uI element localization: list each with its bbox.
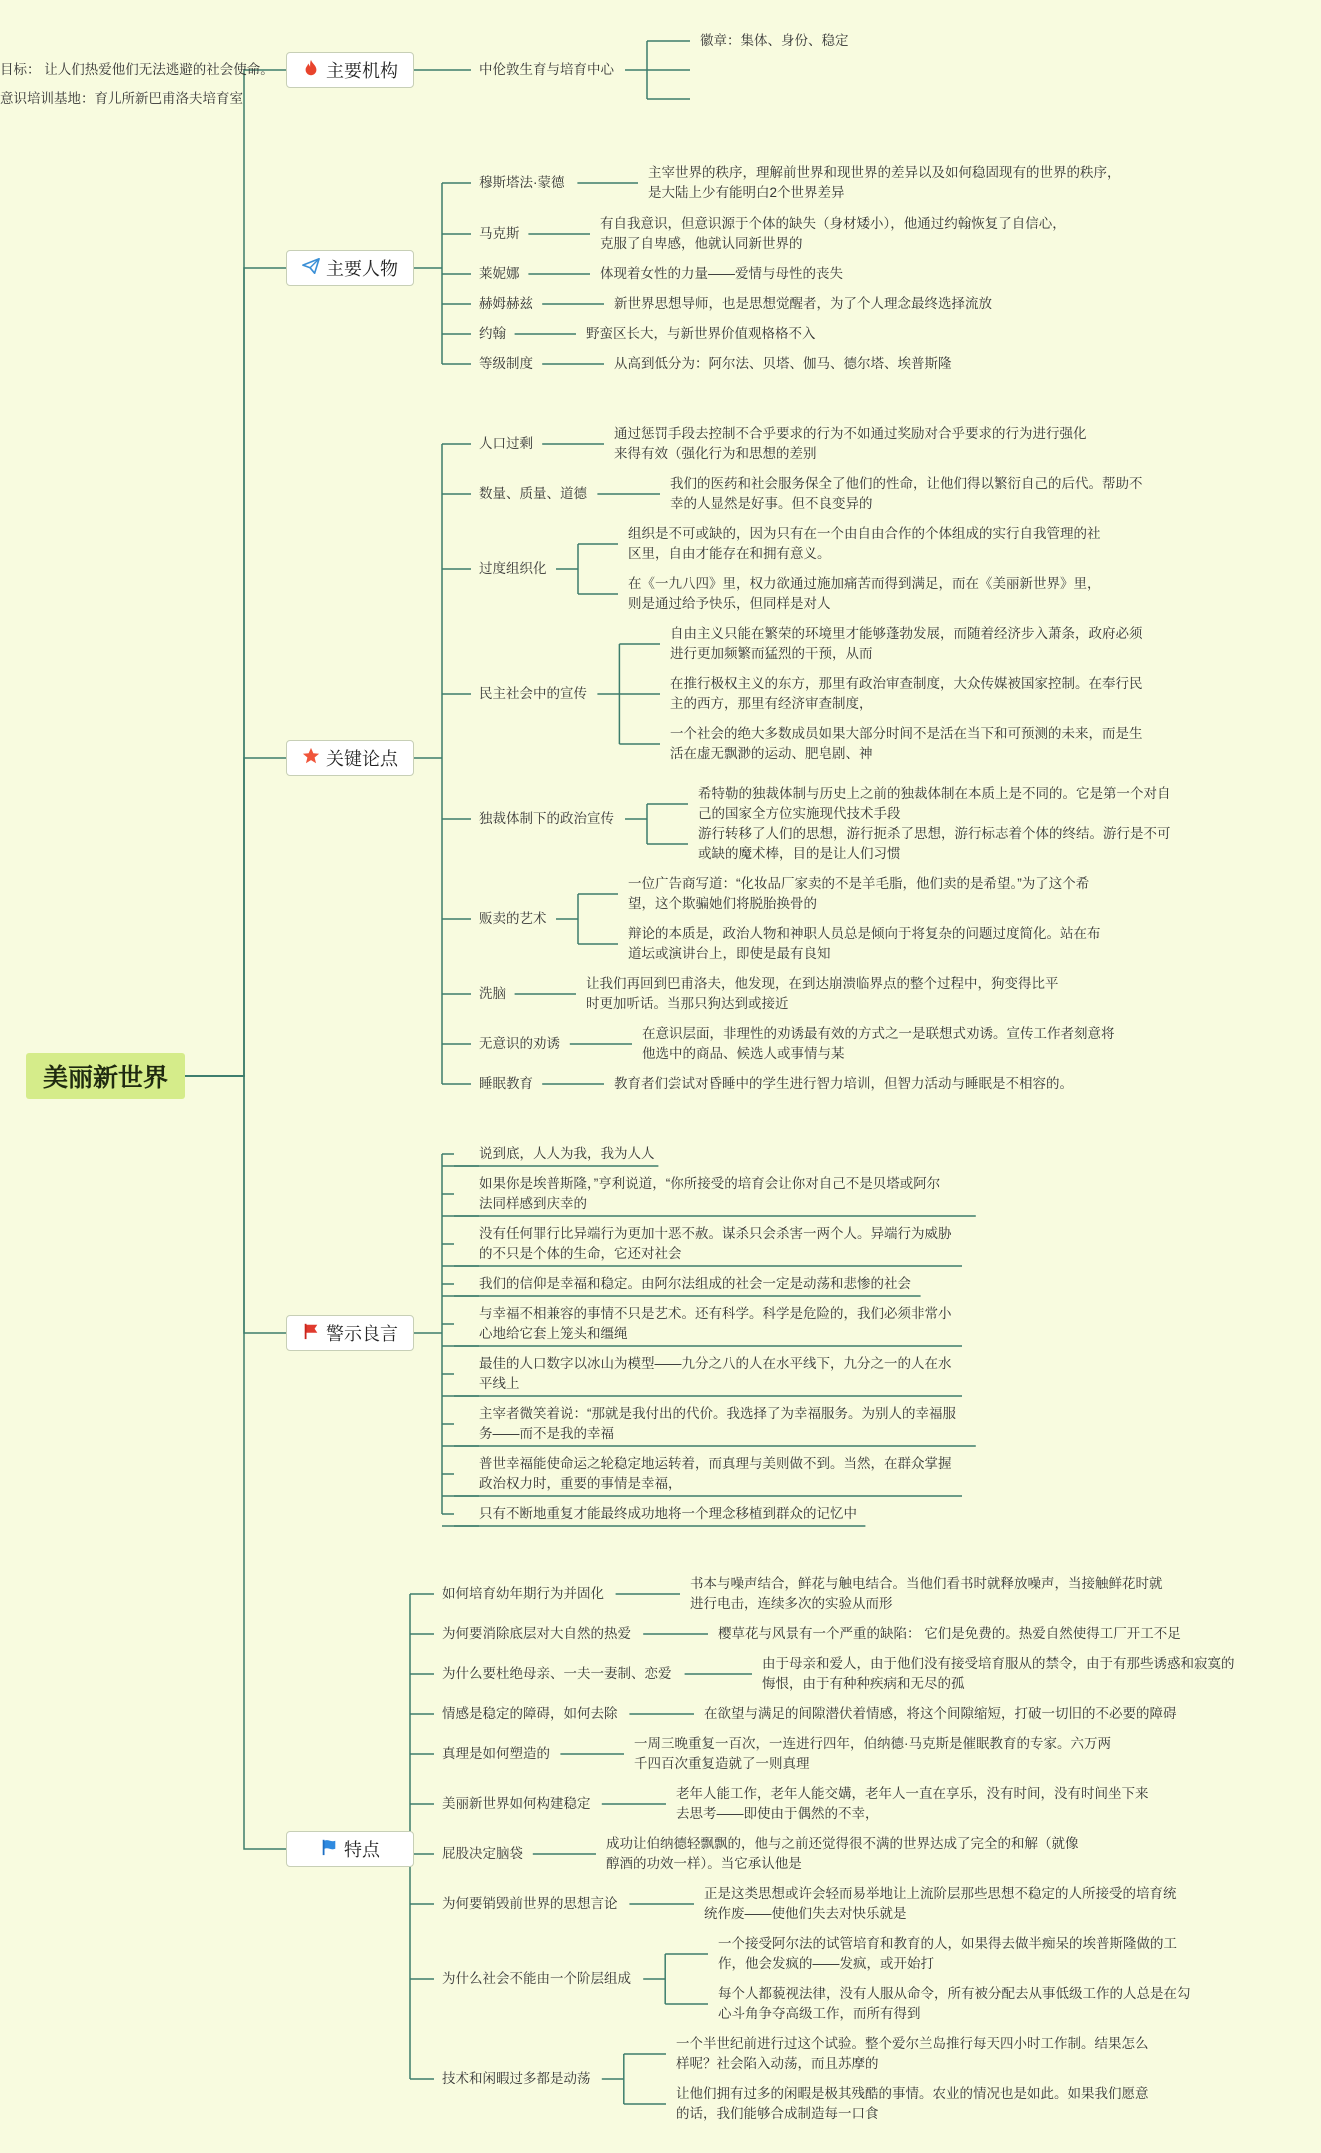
detail-text: [600, 214, 1066, 254]
item-label: [479, 484, 587, 504]
item-label: [479, 984, 506, 1004]
detail-text: [704, 1704, 1177, 1724]
branch-3[interactable]: [286, 740, 414, 776]
fire-icon: [302, 58, 326, 83]
detail-text-line: 体现着女性的力量——爱情与母性的丧失: [600, 266, 843, 281]
detail-text-line: 主的西方，那里有经济审查制度，: [670, 696, 873, 711]
item-label: [479, 354, 533, 374]
detail-text-line: 书本与噪声结合，鲜花与触电结合。当他们看书时就释放噪声，当接触鲜花时就: [690, 1576, 1163, 1591]
flag-icon: [320, 1837, 344, 1862]
detail-text-line: 样呢？社会陷入动荡，而且苏摩的: [676, 2056, 879, 2071]
detail-text-line: 自由主义只能在繁荣的环境里才能够蓬勃发展，而随着经济步入萧条，政府必须: [670, 626, 1143, 641]
item-label-line: 等级制度: [479, 356, 533, 371]
detail-text-line: 幸的人显然是好事。但不良变异的: [670, 496, 873, 511]
detail-text: [718, 1624, 1181, 1644]
item-label-line: 与幸福不相兼容的事情不只是艺术。还有科学。科学是危险的，我们必须非常小: [479, 1306, 952, 1321]
item-label: [442, 1969, 631, 1989]
item-label: [479, 684, 587, 704]
detail-text: [614, 1074, 1073, 1094]
item-label-line: 为什么要杜绝母亲、一夫一妻制、恋爱: [442, 1666, 672, 1681]
root-topic[interactable]: 美丽新世界: [26, 1053, 185, 1099]
item-label-line: 过度组织化: [479, 561, 547, 576]
item-label-line: 如果你是埃普斯隆，”亨利说道，“你所接受的培育会让你对自己不是贝塔或阿尔: [479, 1176, 941, 1191]
detail-text: [634, 1734, 1111, 1774]
star-icon: [302, 746, 326, 771]
detail-text-line: 千四百次重复造就了一则真理: [634, 1756, 810, 1771]
detail-text-line: 醇酒的功效一样）。当它承认他是: [606, 1856, 802, 1871]
detail-text-line: 让他们拥有过多的闲暇是极其残酷的事情。农业的情况也是如此。如果我们愿意: [676, 2086, 1149, 2101]
item-label-line: 贩卖的艺术: [479, 911, 547, 926]
item-label: [479, 559, 547, 579]
item-label-line: 最佳的人口数字以冰山为模型——九分之八的人在水平线下，九分之一的人在水: [479, 1356, 952, 1371]
detail-text-line: 一个半世纪前进行过这个试验。整个爱尔兰岛推行每天四小时工作制。结果怎么: [676, 2036, 1149, 2051]
branch-label: 主要机构: [326, 61, 398, 81]
detail-text: [718, 1984, 1191, 2024]
detail-text-line: 在推行极权主义的东方，那里有政治审查制度，大众传媒被国家控制。在奉行民: [670, 676, 1143, 691]
detail-text: [670, 474, 1143, 514]
detail-text-line: 樱草花与风景有一个严重的缺陷： 它们是免费的。热爱自然使得工厂开工不足: [718, 1626, 1181, 1641]
item-label-line: 美丽新世界如何构建稳定: [442, 1796, 591, 1811]
detail-text: [676, 1784, 1149, 1824]
detail-text-line: 道坛或演讲台上，即使是最有良知: [628, 946, 831, 961]
detail-text: [614, 294, 992, 314]
item-label: [479, 1304, 952, 1344]
item-label-line: 约翰: [479, 326, 506, 341]
branch-label: 关键论点: [326, 749, 398, 769]
detail-text-line: 老年人能工作，老年人能交媾，老年人一直在享乐，没有时间，没有时间坐下来: [676, 1786, 1149, 1801]
branch-5[interactable]: [286, 1831, 414, 1867]
detail-text: [0, 60, 274, 80]
root-connector: [185, 70, 286, 1076]
item-label-line: 平线上: [479, 1376, 520, 1391]
detail-text: [628, 874, 1089, 914]
item-label: [479, 1504, 857, 1524]
detail-text-line: 己的国家全方位实施现代技术手段: [698, 806, 901, 821]
detail-text-line: 一周三晚重复一百次，一连进行四年，伯纳德·马克斯是催眠教育的专家。六万两: [634, 1736, 1111, 1751]
item-label-line: 我们的信仰是幸福和稳定。由阿尔法组成的社会一定是动荡和悲惨的社会: [479, 1276, 911, 1291]
detail-text-line: 我们的医药和社会服务保全了他们的性命，让他们得以繁衍自己的后代。帮助不: [670, 476, 1143, 491]
item-label-line: 只有不断地重复才能最终成功地将一个理念移植到群众的记忆中: [479, 1506, 857, 1521]
detail-text-line: 心斗角争夺高级工作，而所有得到: [718, 2006, 921, 2021]
item-label: [479, 60, 614, 80]
detail-text-line: 一个接受阿尔法的试管培育和教育的人，如果得去做半痴呆的埃普斯隆做的工: [718, 1936, 1177, 1951]
item-label: [479, 264, 520, 284]
detail-text: [586, 324, 816, 344]
detail-text: [670, 624, 1143, 664]
item-label: [479, 809, 614, 829]
detail-text-line: 进行更加频繁而猛烈的干预，从而: [670, 646, 873, 661]
item-label-line: 穆斯塔法·蒙德: [479, 175, 565, 190]
item-label: [442, 1664, 672, 1684]
detail-text-line: 辩论的本质是，政治人物和神职人员总是倾向于将复杂的问题过度简化。站在布: [628, 926, 1101, 941]
detail-text-line: 意识培训基地：育儿所新巴甫洛夫培育室: [0, 91, 243, 106]
detail-text: [698, 784, 1171, 824]
detail-text-line: 时更加听话。当那只狗达到或接近: [586, 996, 789, 1011]
root-connector: [185, 268, 286, 1076]
detail-text-line: 教育者们尝试对昏睡中的学生进行智力培训，但智力活动与睡眠是不相容的。: [614, 1076, 1073, 1091]
item-label: [442, 1584, 604, 1604]
detail-text: [700, 31, 849, 51]
item-label: [479, 173, 565, 193]
root-connector: [185, 758, 286, 1076]
detail-text: [600, 264, 843, 284]
item-label: [479, 1224, 952, 1264]
detail-text-line: 主宰世界的秩序，理解前世界和现世界的差异以及如何稳固现有的世界的秩序，: [648, 165, 1121, 180]
detail-text-line: 通过惩罚手段去控制不合乎要求的行为不如通过奖励对合乎要求的行为进行强化: [614, 426, 1087, 441]
item-label-line: 莱妮娜: [479, 266, 520, 281]
item-label: [479, 1174, 940, 1214]
item-label-line: 为何要消除底层对大自然的热爱: [442, 1626, 631, 1641]
detail-text: [762, 1654, 1235, 1694]
item-label: [442, 1624, 631, 1644]
detail-text-line: 每个人都藐视法律，没有人服从命令，所有被分配去从事低级工作的人总是在勾: [718, 1986, 1191, 2001]
detail-text-line: 成功让伯纳德轻飘飘的，他与之前还觉得很不满的世界达成了完全的和解（就像: [606, 1836, 1079, 1851]
detail-text: [670, 674, 1143, 714]
detail-text-line: 或缺的魔术棒，目的是让人们习惯: [698, 846, 901, 861]
detail-text-line: 组织是不可或缺的，因为只有在一个由自由合作的个体组成的实行自我管理的社: [628, 526, 1101, 541]
detail-text-line: 悔恨，由于有种种疾病和无尽的孤: [762, 1676, 965, 1691]
detail-text-line: 的话，我们能够合成制造每一口食: [676, 2106, 879, 2121]
item-label: [479, 1144, 655, 1164]
item-label: [479, 434, 533, 454]
detail-text-line: 野蛮区长大，与新世界价值观格格不入: [586, 326, 816, 341]
item-label-line: 没有任何罪行比异端行为更加十恶不赦。谋杀只会杀害一两个人。异端行为威胁: [479, 1226, 952, 1241]
detail-text-line: 作，他会发疯的——发疯，或开始打: [718, 1956, 934, 1971]
detail-text: [670, 724, 1143, 764]
detail-text-line: 目标： 让人们热爱他们无法逃避的社会使命。: [0, 62, 274, 77]
item-label: [442, 1744, 550, 1764]
detail-text-line: 正是这类思想或许会轻而易举地让上流阶层那些思想不稳定的人所接受的培育统: [704, 1886, 1177, 1901]
detail-text: [586, 974, 1059, 1014]
branch-label: 主要人物: [326, 259, 398, 279]
item-label-line: 睡眠教育: [479, 1076, 533, 1091]
item-label-line: 无意识的劝诱: [479, 1036, 560, 1051]
item-label-line: 政治权力时，重要的事情是幸福，: [479, 1476, 682, 1491]
detail-text-line: 则是通过给予快乐，但同样是对人: [628, 596, 831, 611]
item-label: [442, 1794, 591, 1814]
detail-text-line: 一位广告商写道：“化妆品厂家卖的不是羊毛脂，他们卖的是希望。”为了这个希: [628, 876, 1090, 891]
item-label: [442, 1894, 618, 1914]
item-label-line: 普世幸福能使命运之轮稳定地运转着，而真理与美则做不到。当然，在群众掌握: [479, 1456, 952, 1471]
item-label-line: 真理是如何塑造的: [442, 1746, 550, 1761]
item-label-line: 务——而不是我的幸福: [479, 1426, 614, 1441]
detail-text-line: 新世界思想导师，也是思想觉醒者，为了个人理念最终选择流放: [614, 296, 992, 311]
item-label-line: 法同样感到庆幸的: [479, 1196, 587, 1211]
item-label: [479, 909, 547, 929]
item-label-line: 洗脑: [479, 986, 506, 1001]
detail-text-line: 让我们再回到巴甫洛夫，他发现，在到达崩溃临界点的整个过程中，狗变得比平: [586, 976, 1059, 991]
paper-plane-icon: [302, 256, 326, 281]
detail-text: [698, 824, 1171, 864]
item-label-line: 中伦敦生育与培育中心: [479, 62, 614, 77]
detail-text-line: 游行转移了人们的思想，游行扼杀了思想，游行标志着个体的终结。游行是不可: [698, 826, 1171, 841]
detail-text-line: 由于母亲和爱人，由于他们没有接受培育服从的禁令，由于有那些诱惑和寂寞的: [762, 1656, 1235, 1671]
branch-label: 特点: [344, 1840, 380, 1860]
detail-text-line: 活在虚无飘渺的运动、肥皂剧、神: [670, 746, 873, 761]
item-label: [479, 1274, 911, 1294]
item-label: [479, 1404, 956, 1444]
item-label-line: 独裁体制下的政治宣传: [479, 811, 614, 826]
item-label-line: 说到底，人人为我，我为人人: [479, 1146, 655, 1161]
item-label-line: 主宰者微笑着说：“那就是我付出的代价。我选择了为幸福服务。为别人的幸福服: [479, 1406, 956, 1421]
branch-label: 警示良言: [326, 1324, 398, 1344]
detail-text: [704, 1884, 1177, 1924]
detail-text-line: 在意识层面，非理性的劝诱最有效的方式之一是联想式劝诱。宣传工作者刻意将: [642, 1026, 1115, 1041]
detail-text: [606, 1834, 1079, 1874]
detail-text-line: 区里，自由才能存在和拥有意义。: [628, 546, 831, 561]
item-label: [479, 1074, 533, 1094]
branch-2[interactable]: [286, 250, 414, 286]
detail-text: [614, 424, 1087, 464]
detail-text-line: 徽章：集体、身份、稳定: [700, 33, 849, 48]
item-label-line: 屁股决定脑袋: [442, 1846, 523, 1861]
detail-text: [690, 1574, 1163, 1614]
detail-text-line: 去思考——即使由于偶然的不幸，: [676, 1806, 879, 1821]
branch-1[interactable]: [286, 52, 414, 88]
root-connector: [185, 1076, 286, 1849]
branch-4[interactable]: [286, 1315, 414, 1351]
detail-text-line: 进行电击，连续多次的实验从而形: [690, 1596, 893, 1611]
item-label-line: 人口过剩: [479, 436, 533, 451]
item-label-line: 民主社会中的宣传: [479, 686, 587, 701]
item-label-line: 马克斯: [479, 226, 520, 241]
item-label: [479, 224, 520, 244]
detail-text: [628, 574, 1101, 614]
item-label-line: 如何培育幼年期行为并固化: [442, 1586, 604, 1601]
item-label: [479, 324, 506, 344]
detail-text: [614, 354, 952, 374]
root-connector: [185, 1076, 286, 1333]
detail-text-line: 克服了自卑感，他就认同新世界的: [600, 236, 803, 251]
detail-text: [676, 2084, 1149, 2124]
item-label: [479, 1454, 952, 1494]
item-label-line: 为什么社会不能由一个阶层组成: [442, 1971, 631, 1986]
item-label: [479, 1354, 952, 1394]
item-label-line: 的不只是个体的生命，它还对社会: [479, 1246, 682, 1261]
detail-text: [676, 2034, 1149, 2074]
detail-text: [648, 163, 1121, 203]
detail-text-line: 来得有效（强化行为和思想的差别: [614, 446, 817, 461]
item-label: [442, 2069, 591, 2089]
detail-text-line: 是大陆上少有能明白2个世界差异: [648, 185, 845, 200]
detail-text-line: 望，这个欺骗她们将脱胎换骨的: [628, 896, 817, 911]
detail-text-line: 从高到低分为：阿尔法、贝塔、伽马、德尔塔、埃普斯隆: [614, 356, 952, 371]
item-label-line: 心地给它套上笼头和缰绳: [479, 1326, 628, 1341]
item-label-line: 数量、质量、道德: [479, 486, 587, 501]
detail-text-line: 希特勒的独裁体制与历史上之前的独裁体制在本质上是不同的。它是第一个对自: [698, 786, 1171, 801]
item-label-line: 为何要销毁前世界的思想言论: [442, 1896, 618, 1911]
flag-icon: [302, 1321, 326, 1346]
item-label: [479, 1034, 560, 1054]
item-label: [479, 294, 533, 314]
detail-text-line: 一个社会的绝大多数成员如果大部分时间不是活在当下和可预测的未来，而是生: [670, 726, 1143, 741]
item-label-line: 赫姆赫兹: [479, 296, 533, 311]
item-label: [442, 1844, 523, 1864]
detail-text: [718, 1934, 1177, 1974]
detail-text: [628, 524, 1101, 564]
detail-text: [642, 1024, 1115, 1064]
detail-text-line: 统作废——使他们失去对快乐就是: [704, 1906, 907, 1921]
detail-text: [628, 924, 1101, 964]
detail-text-line: 在《一九八四》里，权力欲通过施加痛苦而得到满足，而在《美丽新世界》里，: [628, 576, 1101, 591]
item-label: [442, 1704, 618, 1724]
item-label-line: 技术和闲暇过多都是动荡: [442, 2071, 591, 2086]
detail-text-line: 有自我意识，但意识源于个体的缺失（身材矮小），他通过约翰恢复了自信心，: [600, 216, 1066, 231]
detail-text-line: 他选中的商品、候选人或事情与某: [642, 1046, 845, 1061]
item-label-line: 情感是稳定的障碍，如何去除: [442, 1706, 618, 1721]
detail-text-line: 在欲望与满足的间隙潜伏着情感，将这个间隙缩短，打破一切旧的不必要的障碍: [704, 1706, 1177, 1721]
detail-text: [0, 89, 243, 109]
